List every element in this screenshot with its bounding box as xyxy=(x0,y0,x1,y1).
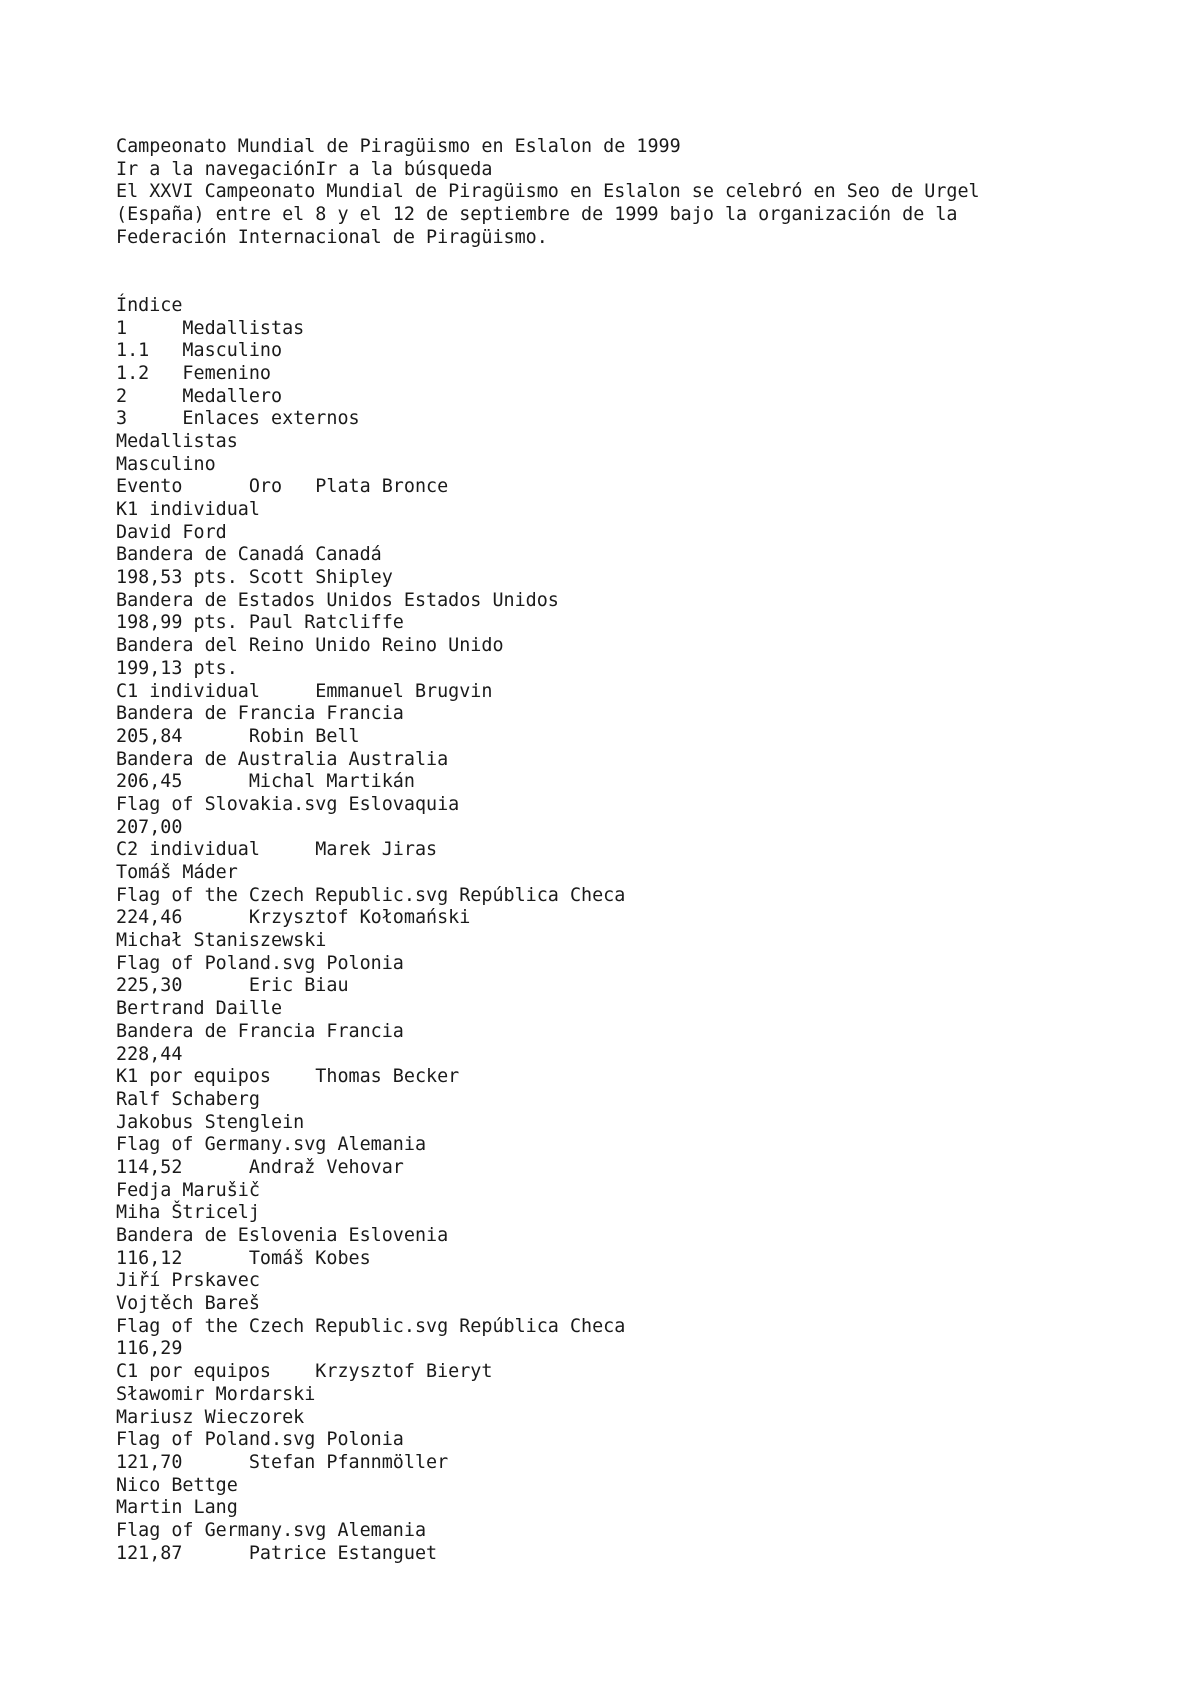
content-line: Bandera de Canadá Canadá xyxy=(116,544,382,566)
content-line: Flag of Slovakia.svg Eslovaquia xyxy=(116,793,460,815)
toc-item[interactable]: 1 Medallistas xyxy=(116,317,305,339)
intro-line: El XXVI Campeonato Mundial de Piragüismo en Eslalon se celebró en Seo de Urgel xyxy=(116,181,980,203)
toc-item[interactable]: 1.1 Masculino xyxy=(116,340,283,362)
content-line: Jiří Prskavec xyxy=(116,1270,260,1292)
content-line: 116,29 xyxy=(116,1338,183,1360)
content-line: Evento Oro Plata Bronce xyxy=(116,476,449,498)
content-line: Sławomir Mordarski xyxy=(116,1383,316,1405)
content-line: 225,30 Eric Biau xyxy=(116,975,349,997)
content-line: Martin Lang xyxy=(116,1497,238,1519)
nav-links[interactable]: Ir a la navegaciónIr a la búsqueda xyxy=(116,158,493,180)
content-line: C2 individual Marek Jiras xyxy=(116,839,438,861)
content-line: 205,84 Robin Bell xyxy=(116,725,360,747)
content-line: Bandera de Francia Francia xyxy=(116,1020,404,1042)
content-line: C1 por equipos Krzysztof Bieryt xyxy=(116,1361,493,1383)
content-line: Flag of Germany.svg Alemania xyxy=(116,1519,427,1541)
toc-heading: Índice xyxy=(116,294,183,316)
intro-line: Federación Internacional de Piragüismo. xyxy=(116,226,548,248)
spacer xyxy=(116,249,1156,272)
content-line: 206,45 Michal Martikán xyxy=(116,771,415,793)
spacer xyxy=(116,272,1156,295)
content-line: Flag of the Czech Republic.svg República Checa xyxy=(116,1315,626,1337)
toc-item[interactable]: 3 Enlaces externos xyxy=(116,408,360,430)
content-line: 207,00 xyxy=(116,816,183,838)
content-line: David Ford xyxy=(116,521,227,543)
content-line: Ralf Schaberg xyxy=(116,1088,260,1110)
content-line: Vojtěch Bareš xyxy=(116,1293,260,1315)
content-line: Flag of the Czech Republic.svg República Checa xyxy=(116,884,626,906)
content-line: C1 individual Emmanuel Brugvin xyxy=(116,680,493,702)
intro-line: (España) entre el 8 y el 12 de septiembre de 1999 bajo la organización de la xyxy=(116,204,958,226)
content-line: Masculino xyxy=(116,453,216,475)
content-line: 116,12 Tomáš Kobes xyxy=(116,1247,371,1269)
content-line: 121,70 Stefan Pfannmöller xyxy=(116,1451,449,1473)
content-line: Mariusz Wieczorek xyxy=(116,1406,305,1428)
content-line: Jakobus Stenglein xyxy=(116,1111,305,1133)
content-line: 199,13 pts. xyxy=(116,657,238,679)
content-line: Medallistas xyxy=(116,430,238,452)
toc-item[interactable]: 1.2 Femenino xyxy=(116,362,272,384)
toc-item[interactable]: 2 Medallero xyxy=(116,385,283,407)
content-line: K1 por equipos Thomas Becker xyxy=(116,1066,460,1088)
content-line: Bandera de Estados Unidos Estados Unidos xyxy=(116,589,559,611)
content-line: Bandera del Reino Unido Reino Unido xyxy=(116,635,504,657)
content-line: Michał Staniszewski xyxy=(116,930,327,952)
content-line: Bandera de Australia Australia xyxy=(116,748,449,770)
content-line: 114,52 Andraž Vehovar xyxy=(116,1156,404,1178)
medal-content xyxy=(116,431,1156,1565)
content-line: Flag of Poland.svg Polonia xyxy=(116,1429,404,1451)
document-page xyxy=(116,136,1156,1565)
content-line: 224,46 Krzysztof Kołomański xyxy=(116,907,471,929)
content-line: Nico Bettge xyxy=(116,1474,238,1496)
content-line: Bandera de Eslovenia Eslovenia xyxy=(116,1225,449,1246)
content-line: 198,53 pts. Scott Shipley xyxy=(116,567,393,589)
content-line: Fedja Marušič xyxy=(116,1179,260,1201)
content-line: Flag of Germany.svg Alemania xyxy=(116,1134,427,1156)
content-line: Flag of Poland.svg Polonia xyxy=(116,952,404,974)
content-line: Bertrand Daille xyxy=(116,998,283,1020)
content-line: 121,87 Patrice Estanguet xyxy=(116,1542,438,1564)
content-line: 198,99 pts. Paul Ratcliffe xyxy=(116,612,404,634)
page-title: Campeonato Mundial de Piragüismo en Eslalon de 1999 xyxy=(116,136,681,157)
content-line: Tomáš Máder xyxy=(116,862,238,883)
content-line: Bandera de Francia Francia xyxy=(116,703,404,725)
content-line: 228,44 xyxy=(116,1043,183,1065)
content-line: K1 individual xyxy=(116,499,260,520)
content-line: Miha Štricelj xyxy=(116,1202,260,1224)
